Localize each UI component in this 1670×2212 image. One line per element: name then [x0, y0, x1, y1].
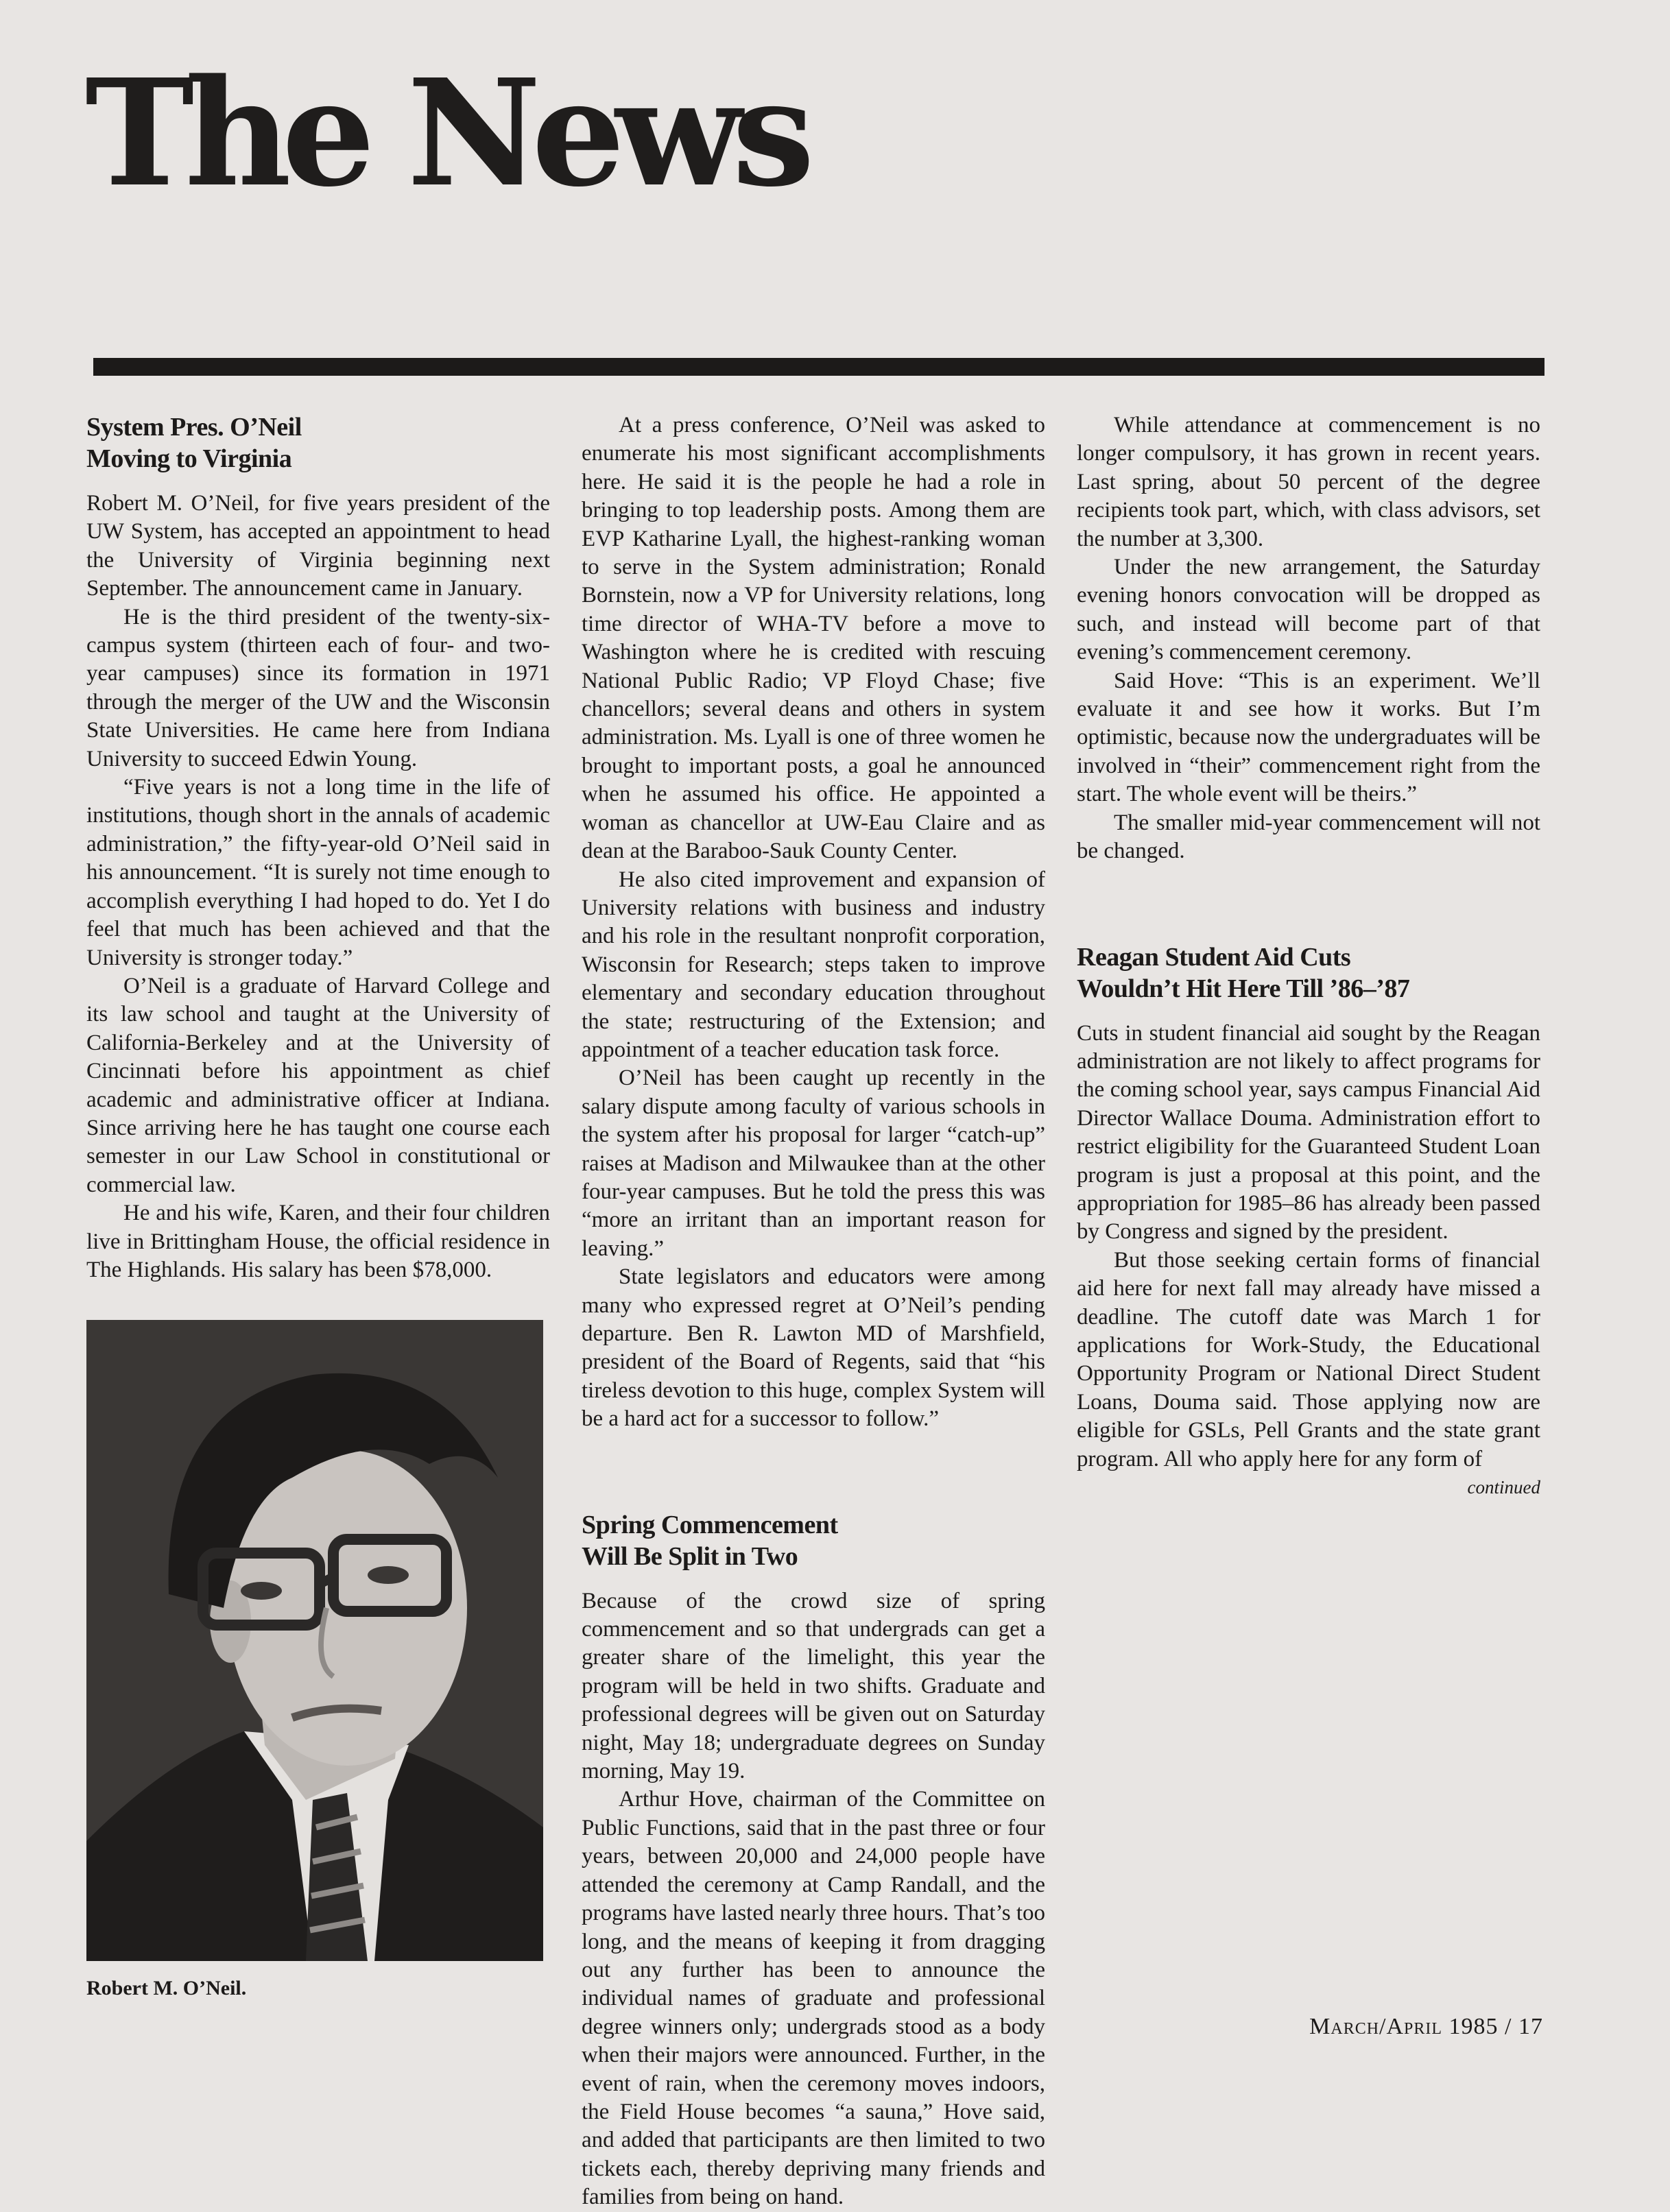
masthead-rule [93, 358, 1544, 376]
column-2 [582, 411, 1045, 2212]
article2-headline-line2: Will Be Split in Two [582, 1541, 798, 1571]
article2-paragraph: While attendance at commencement is no longer compulsory, it has grown in recent years. Last spring, about 50 percent of the degree recipients took part, which, with class advisors, set the number at 3,300. [1077, 413, 1540, 551]
article1-paragraph: He and his wife, Karen, and their four children live in Brittingham House, the official residence in The Highlands. His salary has been $78,000. [86, 1201, 550, 1282]
portrait-photo [86, 1320, 543, 1961]
article1-paragraph: He also cited improvement and expansion of University relations with business and industry and his role in the resultant nonprofit corporation, Wisconsin for Research; steps taken to improve elementary and secondary education throughout the state; restructuring of the Extension; and appointment of a teacher education task force. [582, 867, 1045, 1062]
article1-paragraph: At a press conference, O’Neil was asked to enumerate his most significant accomplishments here. He said it is the people he had a role in bringing to top leadership posts. Among them are EVP Katharine Lyall, the highest-ranking woman to serve in the System administration; Ronald Bornstein, now a VP for University relations, long time director of WHA-TV before a move to Washington where he is credited with rescuing National Public Radio; VP Floyd Chase; five chancellors; several deans and others in system administration. Ms. Lyall is one of three women he brought to important posts, a goal he announced when he assumed his office. He appointed a woman as chancellor at UW-Eau Claire and as dean at the Baraboo-Sauk County Center. [582, 413, 1045, 864]
article2-paragraph: Said Hove: “This is an experiment. We’ll evaluate it and see how it works. But I’m optimistic, because now the undergraduates will be involved in “their” commencement right from the start. The whole event will be theirs.” [1077, 668, 1540, 807]
article3-paragraph: Cuts in student financial aid sought by the Reagan administration are not likely to affect programs for the coming school year, says campus Financial Aid Director Wallace Douma. Administration effort to restrict eligibility for the Guaranteed Student Loan program is just a proposal at this point, and the appropriation for 1985–86 has already been passed by Congress and signed by the president. [1077, 1020, 1540, 1245]
article2-paragraph: The smaller mid-year commencement will not be changed. [1077, 810, 1540, 864]
continued-label: continued [1467, 1477, 1540, 1498]
article1-headline [86, 411, 550, 474]
article1-paragraph: He is the third president of the twenty-six-campus system (thirteen each of four- and two-year campuses) since its formation in 1971 through the merger of the UW and the Wisconsin State Universities. He came here from Indiana University to succeed Edwin Young. [86, 604, 550, 771]
article1-paragraph: “Five years is not a long time in the life of institutions, though short in the annals of academic administration,” the fifty-year-old O’Neil said in his announcement. “It is surely not time enough to accomplish everything I had hoped to do. Yet I do feel that much has been achieved and that the University is stronger today.” [86, 775, 550, 970]
article3-paragraph: But those seeking certain forms of financial aid here for next fall may already have missed a deadline. The cutoff date was March 1 for applications for Work-Study, the Educational Opportunity Program or National Direct Student Loans, Douma said. Those applying now are eligible for GSLs, Pell Grants and the state grant program. All who apply here for any form of [1077, 1247, 1540, 1471]
column-1 [86, 411, 550, 2001]
page-folio: March/April 1985 / 17 [1309, 2014, 1543, 2039]
article1-paragraph: O’Neil is a graduate of Harvard College and its law school and taught at the University of California-Berkeley and at the University of Cincinnati before his appointment as chief academic and administrative officer at Indiana. Since arriving here he has taught one course each semester in our Law School in constitutional or commercial law. [86, 973, 550, 1197]
portrait-illustration [86, 1320, 543, 1961]
article2-paragraph: Because of the crowd size of spring commencement and so that undergrads can get a greater share of the limelight, this year the program will be held in two shifts. Graduate and professional degrees will be given out on Saturday night, May 18; undergraduate degrees on Sunday morning, May 19. [582, 1588, 1045, 1784]
article1-paragraph: Robert M. O’Neil, for five years president of the UW System, has accepted an appointment to head the University of Virginia beginning next September. The announcement came in January. [86, 491, 550, 601]
article1-paragraph: State legislators and educators were among many who expressed regret at O’Neil’s pending departure. Ben R. Lawton MD of Marshfield, president of the Board of Regents, said that “his tireless devotion to this huge, complex System will be a hard act for a successor to follow.” [582, 1264, 1045, 1432]
masthead-title: The News [85, 47, 805, 219]
article1-paragraph: O’Neil has been caught up recently in the salary dispute among faculty of various schools in the system after his proposal for larger “catch-up” raises at Madison and Milwaukee than at the other four-year campuses. But he told the press this was “more an irritant than an important reason for leaving.” [582, 1066, 1045, 1261]
article2-headline [582, 1509, 1045, 1572]
column-3 [1077, 411, 1540, 1500]
article2-headline-line1: Spring Commencement [582, 1510, 838, 1539]
article2-paragraph: Under the new arrangement, the Saturday evening honors convocation will be dropped as such, and instead will become part of that evening’s commencement ceremony. [1077, 555, 1540, 665]
photo-caption: Robert M. O’Neil. [86, 1977, 247, 2000]
article3-headline-line1: Reagan Student Aid Cuts [1077, 942, 1351, 972]
article3-headline [1077, 941, 1540, 1005]
article3-headline-line2: Wouldn’t Hit Here Till ’86–’87 [1077, 974, 1410, 1003]
article1-headline-line2: Moving to Virginia [86, 444, 292, 473]
article1-headline-line1: System Pres. O’Neil [86, 413, 302, 442]
article2-paragraph: Arthur Hove, chairman of the Committee on Public Functions, said that in the past three or four years, between 20,000 and 24,000 people have attended the ceremony at Camp Randall, and the programs have lasted nearly three hours. That’s too long, and the means of keeping it from dragging out any further has been to announce the individual names of graduate and professional degree winners only; undergrads stood as a body when their majors were announced. Further, in the event of rain, when the ceremony moves indoors, the Field House becomes “a sauna,” Hove said, and added that participants are then limited to two tickets each, thereby depriving many friends and families from being on hand. [582, 1787, 1045, 2210]
